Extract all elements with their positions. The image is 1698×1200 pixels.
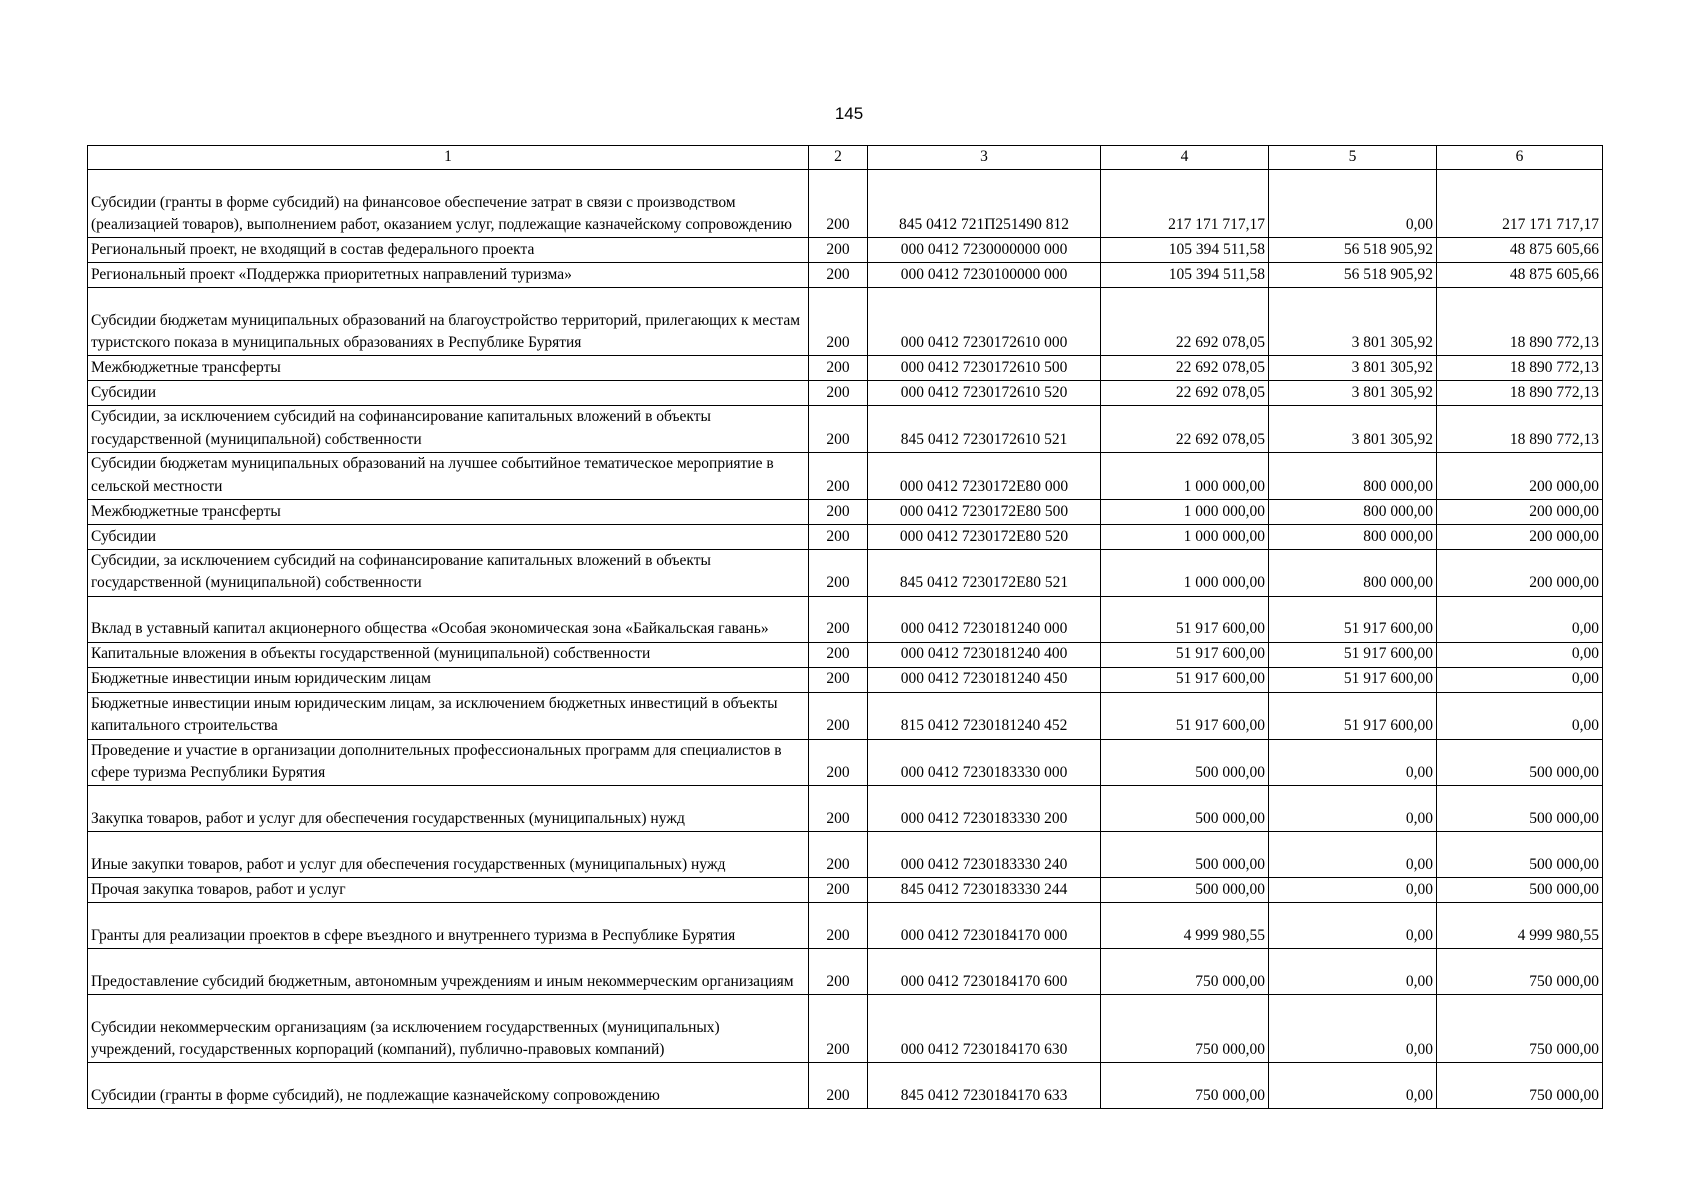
table-row — [88, 1063, 1603, 1109]
row-name: Субсидии некоммерческим организациям (за исключением государственных (муниципальных) учреждений, государственных корпораций (компаний), публично-правовых компаний) — [88, 995, 809, 1063]
row-col2: 200 — [809, 995, 868, 1063]
row-code: 845 0412 7230184170 633 — [868, 1063, 1101, 1109]
row-code: 845 0412 721П251490 812 — [868, 170, 1101, 238]
table-row — [88, 500, 1603, 525]
row-amount-5: 51 917 600,00 — [1269, 642, 1437, 667]
row-amount-5: 0,00 — [1269, 903, 1437, 949]
row-col2: 200 — [809, 381, 868, 406]
table-row — [88, 263, 1603, 288]
row-amount-5: 51 917 600,00 — [1269, 667, 1437, 692]
row-amount-6: 18 890 772,13 — [1437, 288, 1603, 356]
row-name: Субсидии бюджетам муниципальных образований на лучшее событийное тематическое мероприятие в сельской местности — [88, 453, 809, 500]
row-code: 000 0412 7230172E80 500 — [868, 500, 1101, 525]
row-amount-5: 3 801 305,92 — [1269, 381, 1437, 406]
table-row — [88, 692, 1603, 739]
table-row — [88, 550, 1603, 597]
row-amount-4: 750 000,00 — [1101, 995, 1269, 1063]
row-name: Предоставление субсидий бюджетным, автономным учреждениям и иным некоммерческим организациям — [88, 949, 809, 995]
row-amount-6: 48 875 605,66 — [1437, 263, 1603, 288]
row-amount-4: 51 917 600,00 — [1101, 667, 1269, 692]
row-amount-6: 18 890 772,13 — [1437, 406, 1603, 453]
row-amount-6: 200 000,00 — [1437, 550, 1603, 597]
row-code: 000 0412 7230184170 600 — [868, 949, 1101, 995]
row-amount-5: 800 000,00 — [1269, 453, 1437, 500]
row-name: Прочая закупка товаров, работ и услуг — [88, 878, 809, 903]
row-amount-4: 500 000,00 — [1101, 786, 1269, 832]
row-code: 000 0412 7230172E80 520 — [868, 525, 1101, 550]
row-amount-4: 500 000,00 — [1101, 739, 1269, 786]
row-amount-6: 750 000,00 — [1437, 949, 1603, 995]
row-name: Проведение и участие в организации дополнительных профессиональных программ для специалистов в сфере туризма Республики Бурятия — [88, 739, 809, 786]
row-amount-6: 0,00 — [1437, 596, 1603, 642]
table-row — [88, 356, 1603, 381]
column-header-2: 2 — [809, 146, 868, 170]
row-col2: 200 — [809, 949, 868, 995]
row-col2: 200 — [809, 500, 868, 525]
row-name: Субсидии, за исключением субсидий на софинансирование капитальных вложений в объекты государственной (муниципальной) собственности — [88, 550, 809, 597]
row-amount-6: 0,00 — [1437, 692, 1603, 739]
table-row — [88, 878, 1603, 903]
row-col2: 200 — [809, 878, 868, 903]
row-amount-5: 800 000,00 — [1269, 500, 1437, 525]
row-amount-5: 0,00 — [1269, 995, 1437, 1063]
row-col2: 200 — [809, 170, 868, 238]
table-row — [88, 381, 1603, 406]
row-amount-4: 22 692 078,05 — [1101, 381, 1269, 406]
row-amount-5: 0,00 — [1269, 739, 1437, 786]
row-amount-4: 750 000,00 — [1101, 949, 1269, 995]
row-name: Региональный проект, не входящий в состав федерального проекта — [88, 238, 809, 263]
row-amount-6: 18 890 772,13 — [1437, 381, 1603, 406]
row-amount-5: 3 801 305,92 — [1269, 288, 1437, 356]
row-amount-5: 56 518 905,92 — [1269, 238, 1437, 263]
row-col2: 200 — [809, 238, 868, 263]
table-row — [88, 406, 1603, 453]
row-amount-4: 750 000,00 — [1101, 1063, 1269, 1109]
table-body — [88, 146, 1603, 1109]
table-row — [88, 739, 1603, 786]
row-code: 000 0412 7230181240 000 — [868, 596, 1101, 642]
row-name: Субсидии — [88, 525, 809, 550]
row-name: Субсидии (гранты в форме субсидий), не подлежащие казначейскому сопровождению — [88, 1063, 809, 1109]
row-code: 000 0412 7230183330 200 — [868, 786, 1101, 832]
table-row — [88, 288, 1603, 356]
row-amount-6: 500 000,00 — [1437, 786, 1603, 832]
row-amount-6: 750 000,00 — [1437, 1063, 1603, 1109]
row-col2: 200 — [809, 903, 868, 949]
row-name: Бюджетные инвестиции иным юридическим лицам — [88, 667, 809, 692]
row-amount-5: 3 801 305,92 — [1269, 356, 1437, 381]
row-amount-4: 51 917 600,00 — [1101, 596, 1269, 642]
row-amount-5: 800 000,00 — [1269, 525, 1437, 550]
row-col2: 200 — [809, 356, 868, 381]
row-col2: 200 — [809, 263, 868, 288]
row-amount-5: 0,00 — [1269, 878, 1437, 903]
column-header-5: 5 — [1269, 146, 1437, 170]
row-amount-5: 3 801 305,92 — [1269, 406, 1437, 453]
row-code: 000 0412 7230172610 520 — [868, 381, 1101, 406]
row-col2: 200 — [809, 739, 868, 786]
row-amount-5: 0,00 — [1269, 949, 1437, 995]
column-header-3: 3 — [868, 146, 1101, 170]
row-code: 815 0412 7230181240 452 — [868, 692, 1101, 739]
row-code: 845 0412 7230172E80 521 — [868, 550, 1101, 597]
row-amount-5: 800 000,00 — [1269, 550, 1437, 597]
row-amount-5: 0,00 — [1269, 786, 1437, 832]
row-name: Капитальные вложения в объекты государственной (муниципальной) собственности — [88, 642, 809, 667]
header-row — [88, 146, 1603, 170]
row-amount-6: 0,00 — [1437, 642, 1603, 667]
row-amount-4: 500 000,00 — [1101, 878, 1269, 903]
row-col2: 200 — [809, 525, 868, 550]
row-name: Региональный проект «Поддержка приоритетных направлений туризма» — [88, 263, 809, 288]
row-amount-4: 105 394 511,58 — [1101, 263, 1269, 288]
row-amount-6: 0,00 — [1437, 667, 1603, 692]
row-col2: 200 — [809, 550, 868, 597]
row-name: Субсидии — [88, 381, 809, 406]
row-name: Вклад в уставный капитал акционерного общества «Особая экономическая зона «Байкальская гавань» — [88, 596, 809, 642]
row-col2: 200 — [809, 1063, 868, 1109]
row-amount-6: 200 000,00 — [1437, 500, 1603, 525]
table-row — [88, 642, 1603, 667]
row-col2: 200 — [809, 406, 868, 453]
row-amount-4: 51 917 600,00 — [1101, 642, 1269, 667]
column-header-6: 6 — [1437, 146, 1603, 170]
row-col2: 200 — [809, 596, 868, 642]
column-header-1: 1 — [88, 146, 809, 170]
row-amount-5: 0,00 — [1269, 832, 1437, 878]
row-amount-4: 22 692 078,05 — [1101, 406, 1269, 453]
row-amount-6: 18 890 772,13 — [1437, 356, 1603, 381]
row-code: 000 0412 7230100000 000 — [868, 263, 1101, 288]
row-amount-4: 22 692 078,05 — [1101, 356, 1269, 381]
row-col2: 200 — [809, 832, 868, 878]
row-col2: 200 — [809, 667, 868, 692]
page-number: 145 — [834, 104, 864, 123]
row-amount-6: 500 000,00 — [1437, 878, 1603, 903]
row-code: 000 0412 7230181240 400 — [868, 642, 1101, 667]
row-amount-4: 1 000 000,00 — [1101, 550, 1269, 597]
row-amount-4: 105 394 511,58 — [1101, 238, 1269, 263]
row-amount-5: 0,00 — [1269, 170, 1437, 238]
row-name: Иные закупки товаров, работ и услуг для обеспечения государственных (муниципальных) нужд — [88, 832, 809, 878]
row-code: 000 0412 7230000000 000 — [868, 238, 1101, 263]
row-amount-6: 200 000,00 — [1437, 525, 1603, 550]
row-code: 000 0412 7230181240 450 — [868, 667, 1101, 692]
table-row — [88, 596, 1603, 642]
table-row — [88, 949, 1603, 995]
row-code: 000 0412 7230172610 000 — [868, 288, 1101, 356]
table-row — [88, 525, 1603, 550]
row-code: 000 0412 7230184170 630 — [868, 995, 1101, 1063]
row-amount-4: 1 000 000,00 — [1101, 525, 1269, 550]
row-code: 845 0412 7230172610 521 — [868, 406, 1101, 453]
row-amount-4: 1 000 000,00 — [1101, 500, 1269, 525]
column-header-4: 4 — [1101, 146, 1269, 170]
row-code: 000 0412 7230183330 000 — [868, 739, 1101, 786]
table-row — [88, 995, 1603, 1063]
table-row — [88, 832, 1603, 878]
row-code: 845 0412 7230183330 244 — [868, 878, 1101, 903]
row-amount-6: 48 875 605,66 — [1437, 238, 1603, 263]
row-amount-4: 22 692 078,05 — [1101, 288, 1269, 356]
row-amount-5: 51 917 600,00 — [1269, 596, 1437, 642]
table-row — [88, 667, 1603, 692]
row-amount-4: 4 999 980,55 — [1101, 903, 1269, 949]
row-code: 000 0412 7230184170 000 — [868, 903, 1101, 949]
row-amount-6: 4 999 980,55 — [1437, 903, 1603, 949]
row-col2: 200 — [809, 786, 868, 832]
row-amount-6: 200 000,00 — [1437, 453, 1603, 500]
row-col2: 200 — [809, 692, 868, 739]
row-col2: 200 — [809, 642, 868, 667]
row-col2: 200 — [809, 288, 868, 356]
row-amount-6: 500 000,00 — [1437, 832, 1603, 878]
table-row — [88, 170, 1603, 238]
row-code: 000 0412 7230183330 240 — [868, 832, 1101, 878]
table-row — [88, 903, 1603, 949]
table-row — [88, 786, 1603, 832]
row-name: Субсидии, за исключением субсидий на софинансирование капитальных вложений в объекты государственной (муниципальной) собственности — [88, 406, 809, 453]
row-amount-4: 500 000,00 — [1101, 832, 1269, 878]
row-amount-5: 0,00 — [1269, 1063, 1437, 1109]
row-name: Бюджетные инвестиции иным юридическим лицам, за исключением бюджетных инвестиций в объекты капитального строительства — [88, 692, 809, 739]
row-name: Субсидии бюджетам муниципальных образований на благоустройство территорий, прилегающих к местам туристского показа в муниципальных образованиях в Республике Бурятия — [88, 288, 809, 356]
row-amount-5: 56 518 905,92 — [1269, 263, 1437, 288]
row-name: Субсидии (гранты в форме субсидий) на финансовое обеспечение затрат в связи с производством (реализацией товаров), выполнением работ, оказанием услуг, подлежащие казначейскому сопровождению — [88, 170, 809, 238]
row-amount-4: 1 000 000,00 — [1101, 453, 1269, 500]
row-amount-6: 500 000,00 — [1437, 739, 1603, 786]
row-name: Межбюджетные трансферты — [88, 356, 809, 381]
row-col2: 200 — [809, 453, 868, 500]
row-code: 000 0412 7230172E80 000 — [868, 453, 1101, 500]
row-amount-6: 750 000,00 — [1437, 995, 1603, 1063]
row-amount-4: 51 917 600,00 — [1101, 692, 1269, 739]
row-amount-4: 217 171 717,17 — [1101, 170, 1269, 238]
budget-table — [87, 145, 1603, 1109]
table-row — [88, 238, 1603, 263]
row-amount-5: 51 917 600,00 — [1269, 692, 1437, 739]
row-name: Гранты для реализации проектов в сфере въездного и внутреннего туризма в Республике Бурятия — [88, 903, 809, 949]
row-code: 000 0412 7230172610 500 — [868, 356, 1101, 381]
row-amount-6: 217 171 717,17 — [1437, 170, 1603, 238]
row-name: Закупка товаров, работ и услуг для обеспечения государственных (муниципальных) нужд — [88, 786, 809, 832]
row-name: Межбюджетные трансферты — [88, 500, 809, 525]
table-row — [88, 453, 1603, 500]
